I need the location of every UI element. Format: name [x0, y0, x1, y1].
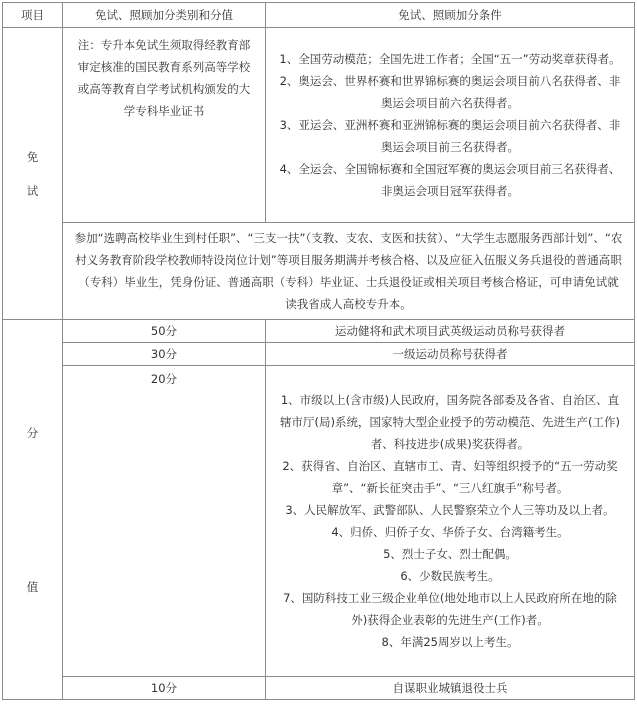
bonus-label-line1: 分 [26, 425, 39, 440]
condition-20-3: 3、人民解放军、武警部队、人民警察荣立个人三等功及以上者。 [285, 503, 615, 517]
condition-20-6: 6、少数民族考生。 [400, 569, 500, 583]
condition-20-5: 5、烈士子女、烈士配偶。 [383, 547, 517, 561]
score-20: 20分 [63, 366, 266, 677]
table-header-row [3, 3, 635, 28]
bonus-row-20 [3, 366, 635, 677]
condition-20-4: 4、归侨、归侨子女、华侨子女、台湾籍考生。 [331, 525, 569, 539]
condition-50: 运动健将和武术项目武英级运动员称号获得者 [266, 320, 635, 343]
condition-20-7: 7、国防科技工业三级企业单位(地处地市以上人民政府所在地的除外)获得企业表彰的先进生产(工作)者。 [283, 591, 617, 627]
condition-10: 自谋职业城镇退役士兵 [266, 677, 635, 700]
exempt-conditions [266, 28, 635, 223]
exempt-condition-1: 1、全国劳动模范；全国先进工作者；全国“五一”劳动奖章获得者。 [279, 52, 621, 66]
exempt-condition-4: 4、全运会、全国锦标赛和全国冠军赛的奥运会项目前三名获得者、非奥运会项目冠军获得者。 [279, 162, 621, 198]
condition-20-1: 1、市级以上(含市级)人民政府，国务院各部委及各省、自治区、直辖市厅(局)系统，国家特大型企业授予的劳动模范、先进生产(工作)者、科技进步(成果)奖获得者。 [280, 393, 620, 451]
exempt-bottom-row [3, 223, 635, 320]
header-category: 免试、照顾加分类别和分值 [63, 3, 266, 28]
exempt-label-line1: 免 [26, 149, 39, 164]
exempt-label [3, 28, 63, 320]
exempt-condition-2: 2、奥运会、世界杯赛和世界锦标赛的奥运会项目前八名获得者、非奥运会项目前六名获得者。 [279, 74, 621, 110]
exempt-note: 注：专升本免试生须取得经教育部审定核准的国民教育系列高等学校或高等教育自学考试机构颁发的大学专科毕业证书 [63, 28, 266, 223]
score-30: 30分 [63, 343, 266, 366]
header-condition: 免试、照顾加分条件 [266, 3, 635, 28]
bonus-label [3, 320, 63, 700]
bonus-row-50 [3, 320, 635, 343]
exempt-row [3, 28, 635, 223]
condition-20-2: 2、获得省、自治区、直辖市工、青、妇等组织授予的“五一劳动奖章”、“新长征突击手”、“三八红旗手”称号者。 [282, 459, 618, 495]
condition-30: 一级运动员称号获得者 [266, 343, 635, 366]
condition-20-8: 8、年满25周岁以上考生。 [381, 635, 519, 649]
header-item: 项目 [3, 3, 63, 28]
bonus-row-30 [3, 343, 635, 366]
exempt-bottom-note: 参加“选聘高校毕业生到村任职”、“三支一扶”（支教、支农、支医和扶贫）、“大学生志愿服务西部计划”、“农村义务教育阶段学校教师特设岗位计划”等项目服务期满并考核合格、以及应征入伍服义务兵退役的普通高职（专科）毕业生，凭身份证、普通高职（专科）毕业证、士兵退役证或相关项目考核合格证，可申请免试就读我省成人高校专升本。 [63, 223, 635, 320]
bonus-label-line2: 值 [26, 579, 39, 594]
conditions-20 [266, 366, 635, 677]
exempt-condition-3: 3、亚运会、亚洲杯赛和亚洲锦标赛的奥运会项目前六名获得者、非奥运会项目前三名获得者。 [279, 118, 621, 154]
admission-policy-table [2, 2, 635, 700]
bonus-row-10 [3, 677, 635, 700]
score-50: 50分 [63, 320, 266, 343]
score-10: 10分 [63, 677, 266, 700]
exempt-label-line2: 试 [26, 183, 39, 198]
